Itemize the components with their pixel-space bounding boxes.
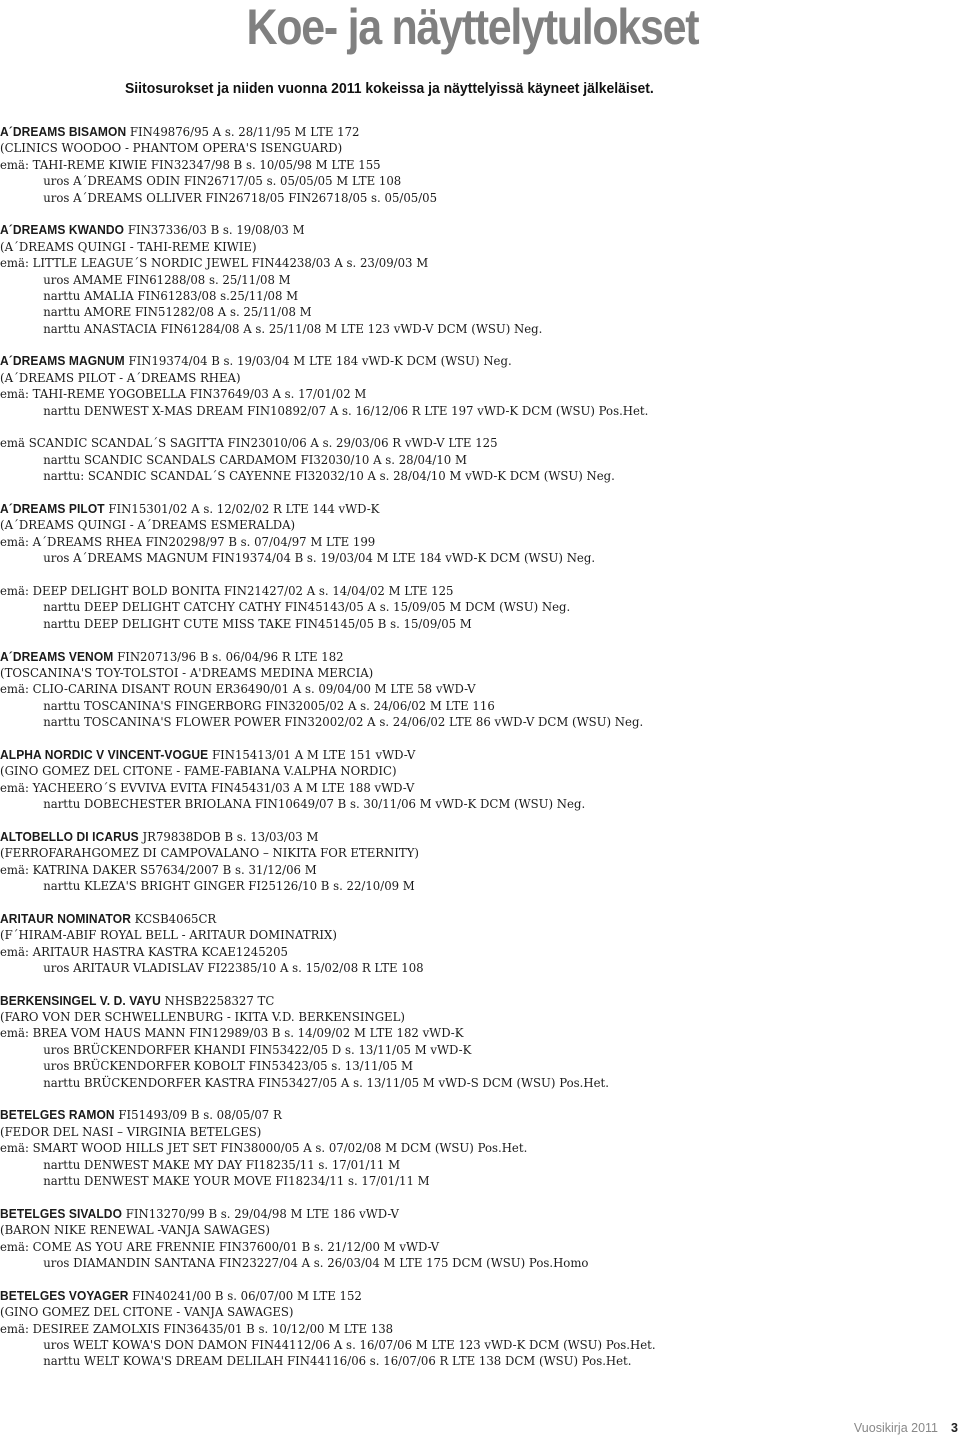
pedigree-line: emä: DEEP DELIGHT BOLD BONITA FIN21427/02 A s. 14/04/02 M LTE 125 [0,583,454,598]
page-number: 3 [951,1421,958,1435]
pedigree-line: emä SCANDIC SCANDAL´S SAGITTA FIN23010/06 A s. 29/03/06 R vWD-V LTE 125 [0,436,498,451]
stud-details: FIN40241/00 B s. 06/07/00 M LTE 152 [128,1288,362,1303]
yearbook-label: Vuosikirja 2011 [853,1421,938,1435]
stud-details: JR79838DOB B s. 13/03/03 M [138,829,319,844]
pedigree-line: emä: A´DREAMS RHEA FIN20298/97 B s. 07/04/97 M LTE 199 [0,534,376,549]
offspring-line: uros A´DREAMS ODIN FIN26717/05 s. 05/05/05 M LTE 108 [43,174,402,189]
offspring-line: uros DIAMANDIN SANTANA FIN23227/04 A s. 26/03/04 M LTE 175 DCM (WSU) Pos.Homo [43,1255,589,1270]
offspring-line: uros A´DREAMS MAGNUM FIN19374/04 B s. 19/03/04 M LTE 184 vWD-K DCM (WSU) Neg. [43,551,596,566]
offspring-line: uros ARITAUR VLADISLAV FI22385/10 A s. 15/02/08 R LTE 108 [43,960,424,975]
stud-name: BETELGES SIVALDO [0,1206,122,1221]
stud-entry [0,1288,940,1370]
pedigree-line: emä: COME AS YOU ARE FRENNIE FIN37600/01 B s. 21/12/00 M vWD-V [0,1239,440,1254]
pedigree-line: emä: TAHI-REME KIWIE FIN32347/98 B s. 10/05/98 M LTE 155 [0,157,381,172]
offspring-line: narttu DEEP DELIGHT CUTE MISS TAKE FIN45145/05 B s. 15/09/05 M [43,616,472,631]
stud-details: FIN15301/02 A s. 12/02/02 R LTE 144 vWD-K [104,501,380,516]
pedigree-line: (FARO VON DER SCHWELLENBURG - IKITA V.D. BERKENSINGEL) [0,1010,405,1025]
offspring-line: narttu AMORE FIN51282/08 A s. 25/11/08 M [43,305,312,320]
offspring-line: narttu TOSCANINA'S FINGERBORG FIN32005/02 A s. 24/06/02 M LTE 116 [43,698,495,713]
stud-entry [0,222,940,337]
offspring-line: narttu BRÜCKENDORFER KASTRA FIN53427/05 A s. 13/11/05 M vWD-S DCM (WSU) Pos.Het. [43,1075,609,1090]
pedigree-line: emä: CLIO-CARINA DISANT ROUN ER36490/01 A s. 09/04/00 M LTE 58 vWD-V [0,682,476,697]
page-subtitle: Siitosurokset ja niiden vuonna 2011 kokeissa ja näyttelyissä käyneet jälkeläiset. [125,80,654,97]
stud-header [0,353,902,369]
pedigree-line: emä: TAHI-REME YOGOBELLA FIN37649/03 A s. 17/01/02 M [0,387,367,402]
stud-name: ARITAUR NOMINATOR [0,911,131,926]
pedigree-line: emä: DESIREE ZAMOLXIS FIN36435/01 B s. 10/12/00 M LTE 138 [0,1321,394,1336]
stud-name: A´DREAMS VENOM [0,649,114,664]
results-list [0,124,940,1386]
offspring-line: narttu DENWEST MAKE YOUR MOVE FI18234/11 s. 17/01/11 M [43,1174,430,1188]
stud-header [0,1107,902,1123]
stud-name: BETELGES RAMON [0,1108,115,1123]
pedigree-line: (CLINICS WOODOO - PHANTOM OPERA'S ISENGUARD) [0,141,343,156]
stud-header [0,1288,902,1304]
stud-header [0,222,902,238]
stud-name: BERKENSINGEL V. D. VAYU [0,993,161,1008]
stud-entry [0,353,940,484]
pedigree-line: (A´DREAMS QUINGI - TAHI-REME KIWIE) [0,239,257,254]
pedigree-line: emä: ARITAUR HASTRA KASTRA KCAE1245205 [0,944,288,959]
offspring-line: narttu TOSCANINA'S FLOWER POWER FIN32002/02 A s. 24/06/02 LTE 86 vWD-V DCM (WSU) Neg. [43,715,644,730]
offspring-line: narttu AMALIA FIN61283/08 s.25/11/08 M [43,288,299,303]
stud-header [0,993,902,1009]
pedigree-line: (BARON NIKE RENEWAL -VANJA SAWAGES) [0,1223,270,1238]
page-footer [0,1411,960,1435]
pedigree-line: (F´HIRAM-ABIF ROYAL BELL - ARITAUR DOMINATRIX) [0,928,337,943]
offspring-line: narttu WELT KOWA'S DREAM DELILAH FIN44116/06 s. 16/07/06 R LTE 138 DCM (WSU) Pos.Het. [43,1354,632,1369]
offspring-line: narttu DENWEST MAKE MY DAY FI18235/11 s. 17/01/11 M [43,1157,401,1172]
stud-details: FIN37336/03 B s. 19/08/03 M [124,223,305,238]
stud-header [0,501,902,517]
stud-header [0,124,902,140]
stud-entry [0,747,940,813]
pedigree-line: emä: SMART WOOD HILLS JET SET FIN38000/05 A s. 07/02/08 M DCM (WSU) Pos.Het. [0,1141,528,1156]
pedigree-line: (FERROFARAHGOMEZ DI CAMPOVALANO – NIKITA FOR ETERNITY) [0,846,419,861]
stud-entry [0,829,940,895]
stud-entry [0,993,940,1091]
pedigree-line: emä: LITTLE LEAGUE´S NORDIC JEWEL FIN44238/03 A s. 23/09/03 M [0,256,429,271]
pedigree-line: emä: BREA VOM HAUS MANN FIN12989/03 B s. 14/09/02 M LTE 182 vWD-K [0,1026,464,1041]
stud-name: ALTOBELLO DI ICARUS [0,829,139,844]
stud-name: A´DREAMS PILOT [0,501,105,516]
pedigree-line: (A´DREAMS QUINGI - A´DREAMS ESMERALDA) [0,518,296,533]
pedigree-line: emä: KATRINA DAKER S57634/2007 B s. 31/12/06 M [0,862,317,877]
offspring-line: narttu DEEP DELIGHT CATCHY CATHY FIN45143/05 A s. 15/09/05 M DCM (WSU) Neg. [43,600,571,615]
stud-header [0,649,902,665]
offspring-line: uros WELT KOWA'S DON DAMON FIN44112/06 A s. 16/07/06 M LTE 123 vWD-K DCM (WSU) Pos.Het. [43,1337,656,1352]
stud-header [0,747,902,763]
offspring-line: uros BRÜCKENDORFER KHANDI FIN53422/05 D s. 13/11/05 M vWD-K [43,1042,472,1057]
stud-header [0,1206,902,1222]
offspring-line: narttu KLEZA'S BRIGHT GINGER FI25126/10 B s. 22/10/09 M [43,878,415,893]
stud-entry [0,501,940,632]
pedigree-line: (A´DREAMS PILOT - A´DREAMS RHEA) [0,370,241,385]
stud-details: FIN20713/96 B s. 06/04/96 R LTE 182 [113,649,344,664]
stud-header [0,829,902,845]
stud-details: FIN13270/99 B s. 29/04/98 M LTE 186 vWD-V [121,1206,399,1221]
stud-entry [0,1206,940,1272]
stud-details: FIN19374/04 B s. 19/03/04 M LTE 184 vWD-K DCM (WSU) Neg. [124,354,512,369]
stud-details: KCSB4065CR [130,911,217,926]
stud-details: FIN15413/01 A M LTE 151 vWD-V [208,747,416,762]
pedigree-line: (GINO GOMEZ DEL CITONE - VANJA SAWAGES) [0,1305,294,1320]
stud-name: A´DREAMS KWANDO [0,223,125,238]
stud-details: NHSB2258327 TC [160,993,275,1008]
pedigree-line [0,419,902,435]
pedigree-line: emä: YACHEERO´S EVVIVA EVITA FIN45431/03 A M LTE 188 vWD-V [0,780,415,795]
stud-entry [0,911,940,977]
stud-details: FI51493/09 B s. 08/05/07 R [114,1108,282,1123]
offspring-line: narttu DENWEST X-MAS DREAM FIN10892/07 A s. 16/12/06 R LTE 197 vWD-K DCM (WSU) Pos.Het. [43,403,649,418]
stud-details: FIN49876/95 A s. 28/11/95 M LTE 172 [126,125,360,139]
offspring-line: narttu: SCANDIC SCANDAL´S CAYENNE FI32032/10 A s. 28/04/10 M vWD-K DCM (WSU) Neg. [43,469,615,484]
offspring-line: narttu DOBECHESTER BRIOLANA FIN10649/07 B s. 30/11/06 M vWD-K DCM (WSU) Neg. [43,797,586,812]
stud-entry [0,124,940,206]
offspring-line: uros A´DREAMS OLLIVER FIN26718/05 FIN26718/05 s. 05/05/05 [43,190,438,205]
pedigree-line: (GINO GOMEZ DEL CITONE - FAME-FABIANA V.ALPHA NORDIC) [0,764,397,779]
stud-entry [0,649,940,731]
page-title: Koe- ja näyttelytulokset [246,0,698,55]
stud-name: A´DREAMS MAGNUM [0,354,125,369]
offspring-line: narttu SCANDIC SCANDALS CARDAMOM FI32030/10 A s. 28/04/10 M [43,452,467,467]
stud-name: A´DREAMS BISAMON [0,125,127,139]
stud-name: ALPHA NORDIC V VINCENT-VOGUE [0,747,209,762]
stud-entry [0,1107,940,1189]
pedigree-line: (TOSCANINA'S TOY-TOLSTOI - A'DREAMS MEDINA MERCIA) [0,665,374,680]
pedigree-line: (FEDOR DEL NASI – VIRGINIA BETELGES) [0,1124,262,1139]
stud-header [0,911,902,927]
pedigree-line [0,567,902,583]
offspring-line: narttu ANASTACIA FIN61284/08 A s. 25/11/08 M LTE 123 vWD-V DCM (WSU) Neg. [43,321,543,336]
stud-name: BETELGES VOYAGER [0,1288,129,1303]
offspring-line: uros BRÜCKENDORFER KOBOLT FIN53423/05 s. 13/11/05 M [43,1059,414,1074]
offspring-line: uros AMAME FIN61288/08 s. 25/11/08 M [43,272,291,287]
